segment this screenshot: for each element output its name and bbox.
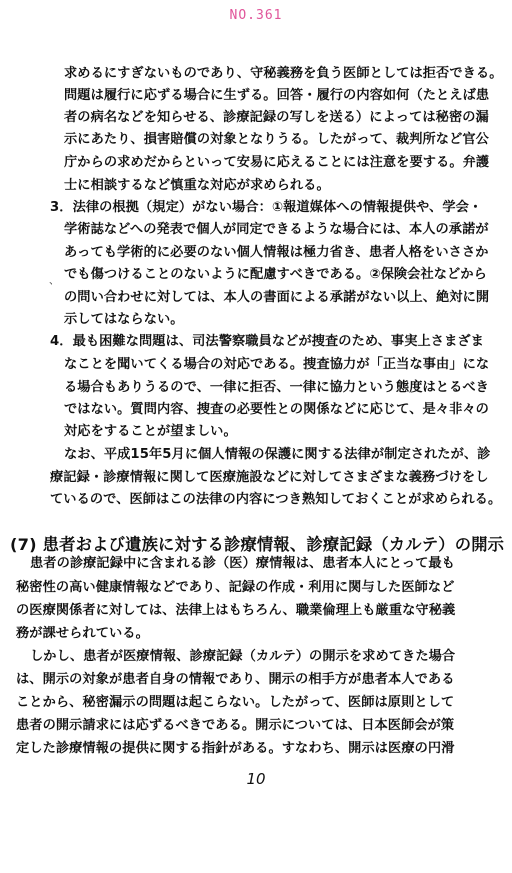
text-line: 秘密性の高い健康情報などであり、記録の作成・利用に関与した医師など [16, 580, 455, 595]
text-line: 療記録・診療情報に関して医療施設などに対してさまざまな義務づけをし [50, 470, 489, 485]
text-line: あっても学術的に必要のない個人情報は極力省き、患者人格をいささか [64, 245, 489, 260]
text-line: 4．最も困難な問題は、司法警察職員などが捜査のため、事実上さまざま [50, 334, 484, 349]
text-line: 士に相談するなど慎重な対応が求められる。 [64, 178, 330, 193]
text-line: 定した診療情報の提供に関する指針がある。すなわち、開示は医療の円滑 [16, 741, 455, 756]
text-line: 示してはならない。 [64, 312, 184, 327]
scan-mark: 、 [49, 276, 59, 287]
text-line: しかし、患者が医療情報、診療記録（カルテ）の開示を求めてきた場合 [30, 649, 456, 664]
text-line: 対応をすることが望ましい。 [64, 424, 237, 439]
text-line: 患者の開示請求には応ずるべきである。開示については、日本医師会が策 [16, 718, 455, 733]
text-line: 庁からの求めだからといって安易に応えることには注意を要する。弁護 [64, 155, 490, 170]
text-line: なお、平成15年5月に個人情報の保護に関する法律が制定されたが、診 [64, 447, 491, 462]
text-line: 問題は履行に応ずる場合に生ずる。回答・履行の内容如何（たとえば患 [64, 88, 490, 103]
text-line: 務が課せられている。 [16, 626, 149, 641]
text-line: 示にあたり、損害賠償の対象となりうる。したがって、裁判所など官公 [64, 132, 489, 147]
text-line: 求めるにすぎないものであり、守秘義務を負う医師としては拒否できる。 [64, 66, 503, 81]
text-line: ているので、医師はこの法律の内容につき熟知しておくことが求められる。 [50, 492, 502, 507]
text-line: ではない。質問内容、捜査の必要性との関係などに応じて、是々非々の [64, 402, 489, 417]
section-heading: (7) 患者および遺族に対する診療情報、診療記録（カルテ）の開示 [10, 535, 505, 554]
text-line: る場合もありうるので、一律に拒否、一律に協力という態度はとるべき [64, 380, 489, 395]
text-line: 患者の診療記録中に含まれる診（医）療情報は、患者本人にとって最も [30, 556, 455, 571]
text-line: でも傷つけることのないように配慮すべきである。②保険会社などから [64, 267, 487, 282]
text-line: 者の病名などを知らせる、診療記録の写しを送る）によっては秘密の漏 [64, 110, 489, 125]
text-line: なことを聞いてくる場合の対応である。捜査協力が「正当な事由」にな [64, 357, 490, 372]
text-line: 学術誌などへの発表で個人が同定できるような場合には、本人の承諾が [64, 222, 489, 237]
document-number: NO.361 [229, 8, 283, 23]
page-number: 10 [246, 770, 266, 788]
text-line: の医療関係者に対しては、法律上はもちろん、職業倫理上も厳重な守秘義 [16, 603, 456, 618]
text-line: ことから、秘密漏示の問題は起こらない。したがって、医師は原則として [16, 695, 455, 710]
text-line: の問い合わせに対しては、本人の書面による承諾がない以上、絶対に開 [64, 290, 490, 305]
text-line: 3．法律の根拠（規定）がない場合：①報道媒体への情報提供や、学会・ [50, 200, 483, 215]
text-line: は、開示の対象が患者自身の情報であり、開示の相手方が患者本人である [16, 672, 455, 687]
